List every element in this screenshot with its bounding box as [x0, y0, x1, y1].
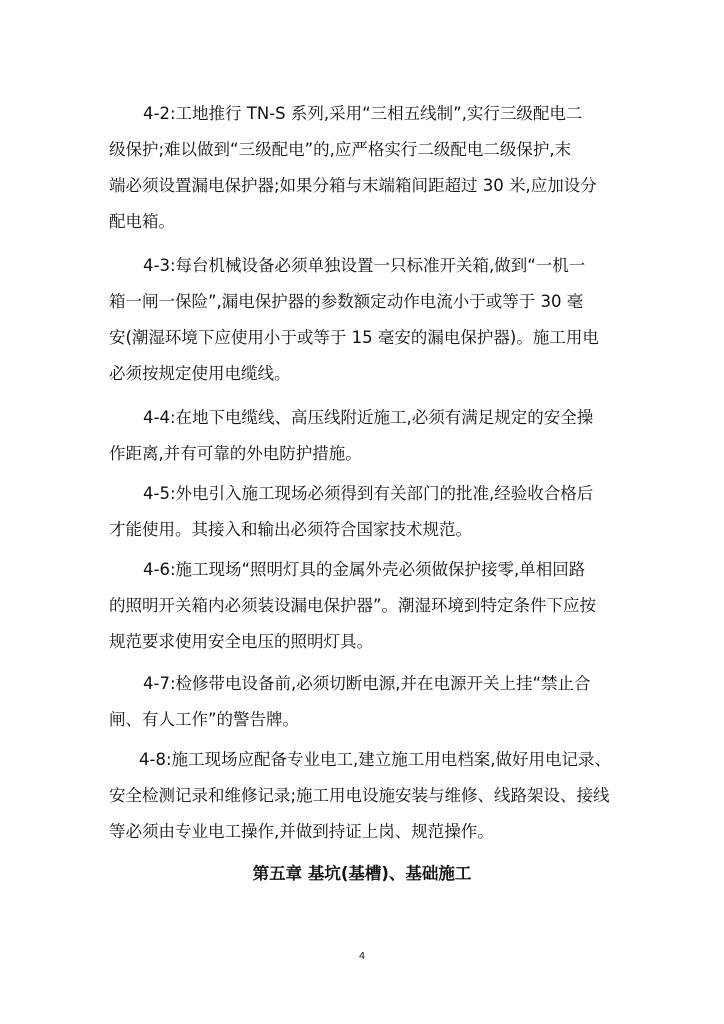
paragraph-line: 4-2:工地推行 TN-S 系列,采用“三相五线制”,实行三级配电二 [143, 104, 583, 123]
paragraph-4-7 [109, 666, 617, 738]
paragraph-line: 的照明开关箱内必须装设漏电保护器”。潮湿环境到特定条件下应按 [109, 596, 597, 615]
paragraph-line: 必须按规定使用电缆线。 [109, 364, 291, 383]
paragraph-line: 配电箱。 [109, 212, 175, 231]
paragraph-4-4 [109, 400, 617, 472]
paragraph-4-6 [109, 552, 617, 660]
paragraph-line: 闸、有人工作”的警告牌。 [109, 710, 300, 729]
paragraph-4-8 [109, 742, 617, 850]
paragraph-line: 安全检测记录和维修记录;施工用电设施安装与维修、线路架设、接线 [109, 786, 610, 805]
paragraph-4-2 [109, 96, 617, 240]
paragraph-line: 4-4:在地下电缆线、高压线附近施工,必须有满足规定的安全操 [143, 408, 594, 427]
paragraph-line: 4-6:施工现场“照明灯具的金属外壳必须做保护接零,单相回路 [143, 560, 586, 579]
paragraph-line: 级保护;难以做到“三级配电”的,应严格实行二级配电二级保护,末 [109, 140, 572, 159]
paragraph-line: 才能使用。其接入和输出必须符合国家技术规范。 [109, 520, 472, 539]
paragraph-line: 安(潮湿环境下应使用小于或等于 15 毫安的漏电保护器)。施工用电 [109, 328, 599, 347]
paragraph-line: 箱一闸一保险”,漏电保护器的参数额定动作电流小于或等于 30 毫 [109, 292, 584, 311]
chapter-title: 第五章 基坑(基槽)、基础施工 [252, 864, 472, 883]
paragraph-line: 作距离,并有可靠的外电防护措施。 [109, 444, 362, 463]
paragraph-line: 端必须设置漏电保护器;如果分箱与末端箱间距超过 30 米,应加设分 [109, 176, 597, 195]
paragraph-line: 4-8:施工现场应配备专业电工,建立施工用电档案,做好用电记录、 [139, 750, 611, 769]
paragraph-line: 等必须由专业电工操作,并做到持证上岗、规范操作。 [109, 822, 494, 841]
paragraph-line: 规范要求使用安全电压的照明灯具。 [109, 632, 373, 651]
paragraph-line: 4-7:检修带电设备前,必须切断电源,并在电源开关上挂“禁止合 [143, 674, 591, 693]
paragraph-line: 4-5:外电引入施工现场必须得到有关部门的批准,经验收合格后 [143, 484, 594, 503]
paragraph-4-5 [109, 476, 617, 548]
paragraph-line: 4-3:每台机械设备必须单独设置一只标准开关箱,做到“一机一 [143, 256, 586, 275]
page-number: 4 [358, 951, 366, 962]
paragraph-4-3 [109, 248, 617, 392]
